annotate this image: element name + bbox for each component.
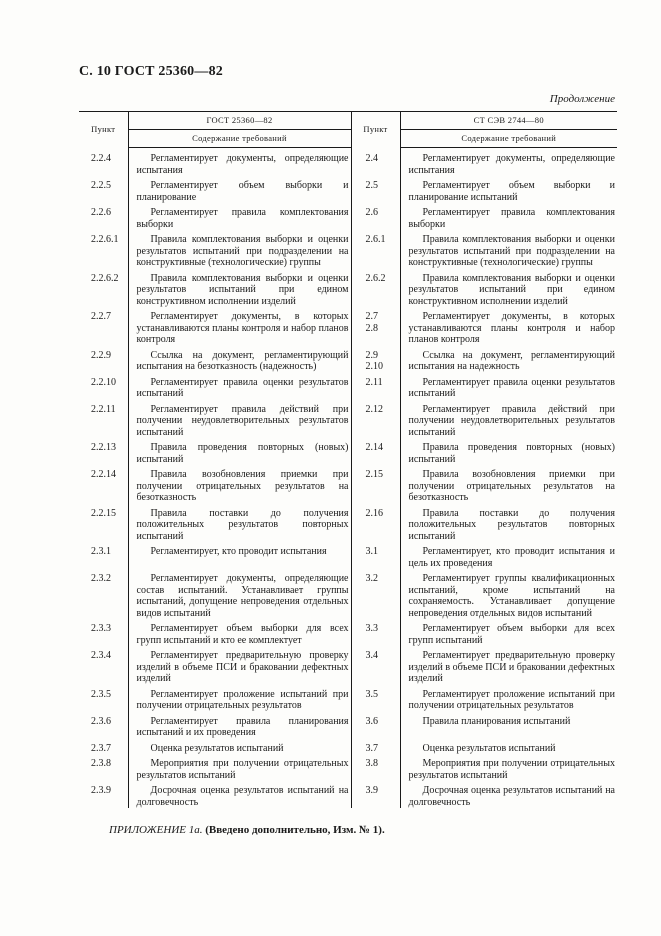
row-number-left: 2.2.14	[91, 469, 116, 480]
row-requirement-right-text: Регламентирует правила оценки результатов испытаний	[408, 376, 615, 399]
row-requirement-right-text: Правила поставки до получения положительных результатов повторных испытаний	[408, 507, 615, 542]
row-requirement-left	[128, 465, 351, 504]
row-requirement-right	[400, 542, 617, 569]
row-number-left: 2.2.13	[91, 442, 116, 453]
row-requirement-right-text: Регламентирует группы квалификационных испытаний, кроме испытаний на сохраняемость. Устанавливает допущение непроведения отдельных видов испытаний	[408, 573, 615, 619]
row-number-left: 2.2.6.2	[91, 272, 119, 284]
row-number-left: 2.3.7	[91, 742, 111, 754]
table-row	[79, 148, 617, 177]
row-number-left: 2.2.6	[91, 207, 111, 218]
row-requirement-left-text: Регламентирует документы, определяющие состав испытаний. Устанавливает группы испытаний, допущение непроведения отдельных видов испытаний	[136, 573, 349, 619]
row-requirement-right-text: Регламентирует предварительную проверку изделий в объеме ПСИ и браковании дефектных изделий	[408, 650, 615, 684]
row-requirement-left	[128, 400, 351, 439]
row-requirement-right	[400, 685, 617, 712]
row-requirement-left	[128, 438, 351, 465]
row-requirement-right-text: Регламентирует правила действий при получении неудовлетворительных результатов испытаний	[408, 403, 615, 438]
row-number-right: 3.6	[351, 712, 400, 739]
row-requirement-right	[400, 569, 617, 619]
row-requirement-right-text: Регламентирует правила комплектования выборки	[408, 207, 615, 230]
row-requirement-right-text: Правила возобновления приемки при получении отрицательных результатов на безотказность	[408, 469, 615, 503]
row-requirement-right	[400, 739, 617, 755]
row-number-left: 2.3.2	[91, 573, 111, 584]
row-requirement-right	[400, 148, 617, 177]
row-requirement-right-text: Регламентирует объем выборки для всех групп испытаний	[408, 623, 615, 646]
row-number-left: 2.2.10	[91, 376, 116, 388]
row-number-left: 2.3.8	[91, 758, 111, 769]
row-number-right: 2.7 2.8	[351, 307, 400, 346]
table-row	[79, 346, 617, 373]
row-requirement-right	[400, 346, 617, 373]
comparison-table	[79, 111, 617, 808]
page-title: С. 10 ГОСТ 25360—82	[79, 64, 223, 79]
column-header-left-standard: ГОСТ 25360—82	[128, 112, 351, 130]
row-number-left: 2.2.7	[91, 311, 111, 322]
table-row	[79, 269, 617, 308]
row-requirement-right	[400, 230, 617, 269]
row-requirement-right	[400, 465, 617, 504]
row-requirement-left	[128, 373, 351, 400]
row-requirement-left	[128, 504, 351, 543]
table-row	[79, 754, 617, 781]
table-row	[79, 712, 617, 739]
column-header-requirements-left: Содержание требований	[128, 130, 351, 148]
row-number-right: 2.14	[351, 438, 400, 465]
row-number-right: 2.16	[351, 504, 400, 543]
row-requirement-left-text: Правила возобновления приемки при получении отрицательных результатов на безотказность	[136, 469, 349, 503]
row-requirement-left	[128, 569, 351, 619]
row-requirement-left	[128, 148, 351, 177]
row-requirement-left	[128, 781, 351, 808]
row-requirement-right-text: Регламентирует документы, в которых устанавливаются планы контроля и набор планов контроля	[408, 311, 615, 345]
table-row	[79, 465, 617, 504]
table-row	[79, 569, 617, 619]
row-requirement-right-text: Правила планирования испытаний	[422, 715, 571, 727]
row-requirement-left	[128, 230, 351, 269]
table-row	[79, 504, 617, 543]
row-number-right: 2.15	[351, 465, 400, 504]
row-requirement-left-text: Регламентирует предварительную проверку изделий в объеме ПСИ и браковании дефектных изделий	[136, 650, 349, 684]
row-requirement-left	[128, 542, 351, 569]
row-number-left: 2.3.5	[91, 688, 111, 700]
row-number-right: 2.9 2.10	[351, 346, 400, 373]
row-requirement-right	[400, 504, 617, 543]
table-row	[79, 646, 617, 685]
table-row	[79, 619, 617, 646]
row-number-left: 2.2.4	[91, 152, 111, 164]
appendix-note	[109, 824, 385, 836]
row-number-right: 2.6.2	[351, 269, 400, 308]
row-number-left: 2.2.5	[91, 180, 111, 191]
row-number-left: 2.3.6	[91, 715, 111, 727]
appendix-amendment: (Введено дополнительно, Изм. № 1).	[205, 824, 385, 836]
row-number-right: 2.5	[351, 176, 400, 203]
row-requirement-left-text: Регламентирует объем выборки для всех групп испытаний и кто ее комплектует	[136, 623, 349, 646]
table-row	[79, 542, 617, 569]
row-requirement-left	[128, 203, 351, 230]
row-number-right: 2.12	[351, 400, 400, 439]
table-row	[79, 685, 617, 712]
row-number-right: 3.3	[351, 619, 400, 646]
row-requirement-left	[128, 712, 351, 739]
row-requirement-right	[400, 307, 617, 346]
row-requirement-right	[400, 176, 617, 203]
row-number-right: 3.7	[351, 739, 400, 755]
row-number-left: 2.3.9	[91, 785, 111, 796]
row-requirement-left	[128, 619, 351, 646]
table-row	[79, 307, 617, 346]
row-requirement-left-text: Правила комплектования выборки и оценки результатов испытаний при едином конструктивном исполнении изделий	[136, 272, 349, 307]
row-requirement-right-text: Регламентирует, кто проводит испытания и цель их проведения	[408, 546, 615, 569]
column-header-requirements-right: Содержание требований	[400, 130, 617, 148]
row-requirement-right	[400, 373, 617, 400]
row-requirement-right	[400, 203, 617, 230]
row-requirement-left-text: Регламентирует правила планирования испытаний и их проведения	[136, 715, 349, 738]
row-number-right: 3.4	[351, 646, 400, 685]
row-requirement-right	[400, 646, 617, 685]
row-number-left: 2.2.6.1	[91, 234, 119, 245]
table-row	[79, 176, 617, 203]
row-requirement-right-text: Правила комплектования выборки и оценки результатов испытаний при подразделении на конструктивные (технологические) группы	[408, 234, 615, 268]
row-requirement-right-text: Ссылка на документ, регламентирующий испытания на надежность	[408, 349, 615, 372]
row-requirement-left-text: Регламентирует правила комплектования выборки	[136, 207, 349, 230]
row-requirement-left	[128, 685, 351, 712]
row-requirement-right-text: Регламентирует документы, определяющие испытания	[408, 153, 615, 176]
table-row	[79, 400, 617, 439]
row-requirement-left-text: Регламентирует объем выборки и планирование	[136, 180, 349, 203]
row-requirement-left	[128, 739, 351, 755]
row-number-right: 2.6	[351, 203, 400, 230]
row-number-left: 2.2.9	[91, 349, 111, 361]
row-requirement-right	[400, 269, 617, 308]
row-number-right: 2.4	[351, 148, 400, 177]
table-row	[79, 438, 617, 465]
row-number-right: 3.8	[351, 754, 400, 781]
table-row	[79, 739, 617, 755]
row-requirement-left-text: Оценка результатов испытаний	[150, 742, 284, 754]
row-requirement-right	[400, 781, 617, 808]
table-row	[79, 373, 617, 400]
row-requirement-left-text: Правила поставки до получения положительных результатов повторных испытаний	[136, 507, 349, 542]
row-number-left: 2.3.3	[91, 623, 111, 634]
row-requirement-right-text: Оценка результатов испытаний	[422, 742, 556, 754]
row-requirement-left	[128, 307, 351, 346]
appendix-label: ПРИЛОЖЕНИЕ 1а.	[109, 824, 203, 836]
row-number-left: 2.3.4	[91, 650, 111, 661]
row-requirement-left-text: Досрочная оценка результатов испытаний на долговечность	[136, 785, 349, 808]
row-requirement-left	[128, 176, 351, 203]
row-requirement-right-text: Правила проведения повторных (новых) испытаний	[408, 442, 615, 465]
continuation-label: Продолжение	[549, 93, 615, 105]
row-requirement-right-text: Мероприятия при получении отрицательных результатов испытаний	[408, 758, 615, 781]
row-requirement-left	[128, 269, 351, 308]
row-number-right: 2.6.1	[351, 230, 400, 269]
row-requirement-left-text: Правила проведения повторных (новых) испытаний	[136, 442, 349, 465]
column-header-right-standard: СТ СЭВ 2744—80	[400, 112, 617, 130]
row-requirement-left-text: Регламентирует правила оценки результатов испытаний	[136, 376, 349, 399]
row-requirement-left-text: Регламентирует документы, определяющие испытания	[136, 153, 349, 176]
row-requirement-right-text: Досрочная оценка результатов испытаний на долговечность	[408, 785, 615, 808]
row-requirement-right	[400, 712, 617, 739]
row-requirement-left	[128, 754, 351, 781]
row-requirement-left-text: Мероприятия при получении отрицательных результатов испытаний	[136, 758, 349, 781]
row-number-left: 2.2.11	[91, 403, 116, 415]
row-requirement-left	[128, 346, 351, 373]
row-number-right: 2.11	[351, 373, 400, 400]
row-number-left: 2.2.15	[91, 507, 116, 519]
row-number-right: 3.9	[351, 781, 400, 808]
table-row	[79, 230, 617, 269]
table-row	[79, 203, 617, 230]
row-requirement-right	[400, 754, 617, 781]
row-requirement-right-text: Правила комплектования выборки и оценки результатов испытаний при едином конструктивном исполнении изделий	[408, 272, 615, 307]
row-number-right: 3.5	[351, 685, 400, 712]
row-requirement-left-text: Ссылка на документ, регламентирующий испытания на безотказность (надежность)	[136, 349, 349, 372]
row-requirement-left-text: Правила комплектования выборки и оценки результатов испытаний при подразделении на конструктивные (технологические) группы	[136, 234, 349, 268]
row-requirement-left-text: Регламентирует правила действий при получении неудовлетворительных результатов испытаний	[136, 403, 349, 438]
table-row	[79, 781, 617, 808]
row-requirement-left-text: Регламентирует, кто проводит испытания	[150, 546, 327, 557]
row-requirement-left-text: Регламентирует проложение испытаний при получении отрицательных результатов	[136, 688, 349, 711]
row-requirement-left	[128, 646, 351, 685]
column-header-punkt-right: Пункт	[351, 112, 400, 148]
row-requirement-right-text: Регламентирует объем выборки и планирование испытаний	[408, 180, 615, 203]
row-requirement-right	[400, 619, 617, 646]
row-number-right: 3.1	[351, 542, 400, 569]
row-requirement-right-text: Регламентирует проложение испытаний при получении отрицательных результатов	[408, 688, 615, 711]
row-requirement-left-text: Регламентирует документы, в которых устанавливаются планы контроля и набор планов контроля	[136, 311, 349, 345]
row-requirement-right	[400, 400, 617, 439]
column-header-punkt-left: Пункт	[79, 112, 128, 148]
row-number-right: 3.2	[351, 569, 400, 619]
row-requirement-right	[400, 438, 617, 465]
table-body	[79, 148, 617, 809]
row-number-left: 2.3.1	[91, 546, 111, 557]
